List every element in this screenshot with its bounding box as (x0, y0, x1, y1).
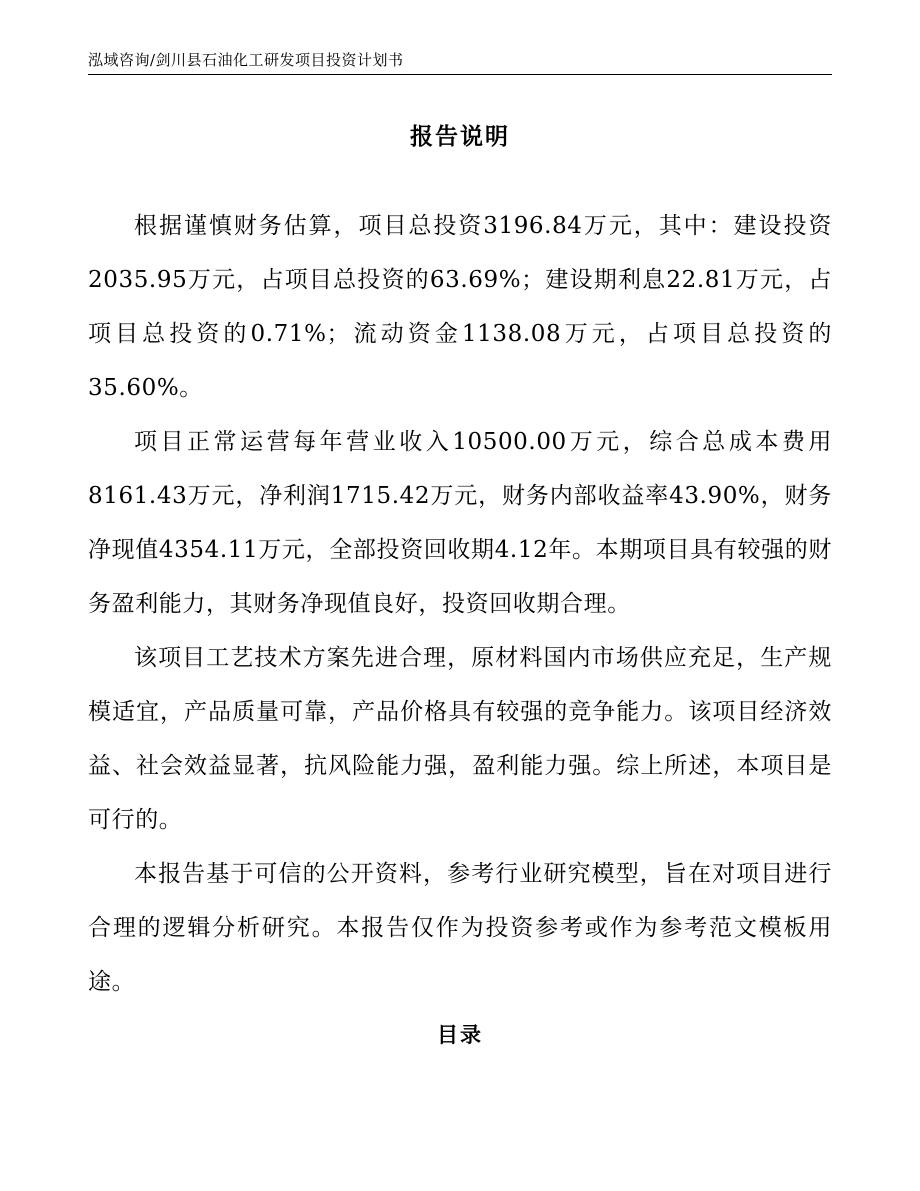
paragraph-feasibility: 该项目工艺技术方案先进合理，原材料国内市场供应充足，生产规模适宜，产品质量可靠，产品价格具有较强的竞争能力。该项目经济效益、社会效益显著，抗风险能力强，盈利能力强。综上所述，本项目是可行的。 (88, 645, 832, 833)
toc-title: 目录 (437, 1023, 483, 1047)
running-header: 泓域咨询/剑川县石油化工研发项目投资计划书 (88, 51, 404, 69)
header-divider (88, 74, 832, 75)
paragraph-financials: 项目正常运营每年营业收入10500.00万元，综合总成本费用8161.43万元，净利润1715.42万元，财务内部收益率43.90%，财务净现值4354.11万元，全部投资回收期4.12年。本期项目具有较强的财务盈利能力，其财务净现值良好，投资回收期合理。 (88, 429, 832, 617)
paragraph-disclaimer: 本报告基于可信的公开资料，参考行业研究模型，旨在对项目进行合理的逻辑分析研究。本报告仅作为投资参考或作为参考范文模板用途。 (88, 861, 832, 995)
report-body (88, 199, 832, 1009)
paragraph-investment: 根据谨慎财务估算，项目总投资3196.84万元，其中：建设投资2035.95万元，占项目总投资的63.69%；建设期利息22.81万元，占项目总投资的0.71%；流动资金1138.08万元，占项目总投资的35.60%。 (88, 213, 832, 401)
report-title: 报告说明 (410, 124, 510, 150)
